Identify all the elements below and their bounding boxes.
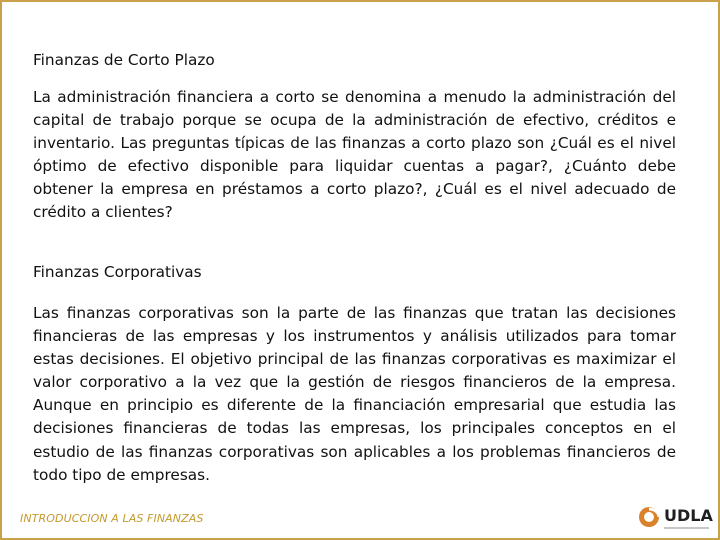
short-term-finance-paragraph: La administración financiera a corto se denomina a menudo la administración del capital de trabajo porque se ocupa de la administración de efectivo, créditos e inventario. Las preguntas típicas de las finanzas a corto plazo son ¿Cuál es el nivel óptimo de efectivo disponible para liquidar cuentas a pagar?, ¿Cuánto debe obtener la empresa en préstamos a corto plazo?, ¿Cuál es el nivel adecuado de crédito a clientes? [33, 88, 676, 222]
udla-logo [635, 497, 715, 537]
udla-logo-text: UDLA [664, 506, 713, 525]
section-title-corporate-finance: Finanzas Corporativas [33, 263, 202, 281]
footer-course-title: INTRODUCCION A LAS FINANZAS [20, 512, 204, 525]
corporate-finance-paragraph: Las finanzas corporativas son la parte de las finanzas que tratan las decisiones financieras de las empresas y los instrumentos y análisis utilizados para tomar estas decisiones. El objetivo principal de las finanzas corporativas es maximizar el valor corporativo a la vez que la gestión de riesgos financieros de la empresa. Aunque en principio es diferente de la financiación empresarial que estudia las decisiones financieras de todas las empresas, los principales conceptos en el estudio de las finanzas corporativas son aplicables a los problemas financieros de todo tipo de empresas. [33, 304, 676, 484]
section-title-short-term-finance: Finanzas de Corto Plazo [33, 51, 215, 69]
